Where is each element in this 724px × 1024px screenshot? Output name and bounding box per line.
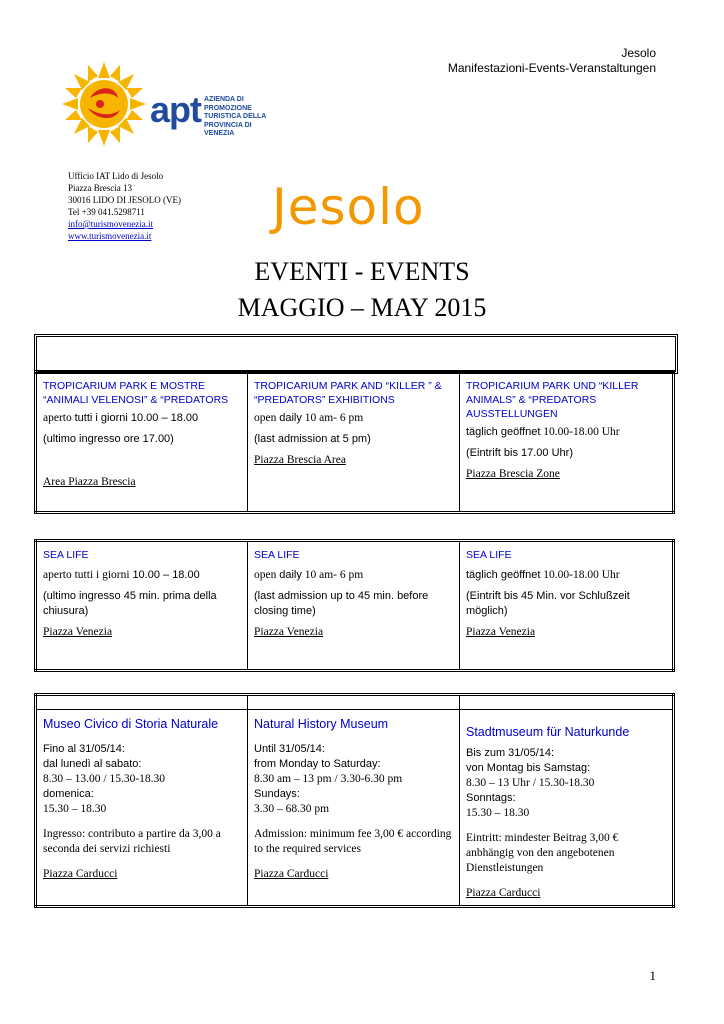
event-hours-sunday: 15.30 – 18.30 bbox=[43, 803, 107, 815]
hours-label: aperto bbox=[43, 412, 75, 424]
spacer-cell bbox=[248, 695, 460, 710]
event-hours bbox=[466, 425, 666, 440]
event-place: Piazza Venezia bbox=[43, 626, 113, 638]
hours-label: täglich geöffnet bbox=[466, 569, 541, 581]
apt-agency-line2: TURISTICA DELLA bbox=[204, 113, 267, 120]
hours-label: open bbox=[254, 569, 280, 581]
event-note: (ultimo ingresso 45 min. prima della chiusura) bbox=[43, 590, 217, 617]
event-title: SEA LIFE bbox=[254, 549, 300, 561]
event-days-sunday: Sonntags: bbox=[466, 792, 516, 804]
hours-value: 10 am- 6 pm bbox=[301, 412, 364, 424]
event-period: Fino al 31/05/14: bbox=[43, 743, 125, 755]
event-period: Bis zum 31/05/14: bbox=[466, 747, 555, 759]
apt-agency-line1: AZIENDA DI PROMOZIONE bbox=[204, 96, 252, 112]
hours-value: 10.00-18.00 Uhr bbox=[540, 426, 620, 438]
event-hours-sunday: 3.30 – 68.30 pm bbox=[254, 803, 330, 815]
event-place: Piazza Brescia Area bbox=[254, 454, 346, 466]
office-city: 30016 LIDO DI JESOLO (VE) bbox=[68, 195, 181, 205]
event-admission: Eintritt: mindester Beitrag 3,00 € anbhängig von den angebotenen Dienstleistungen bbox=[466, 832, 619, 874]
event-note: (ultimo ingresso ore 17.00) bbox=[43, 433, 174, 445]
event-hours: 8.30 – 13.00 / 15.30-18.30 bbox=[43, 773, 166, 785]
event-hours bbox=[254, 411, 453, 426]
office-email-link[interactable]: info@turismovenezia.it bbox=[68, 219, 154, 229]
jesolo-wordmark: Jesolo bbox=[272, 178, 425, 236]
table-row bbox=[36, 372, 674, 513]
event-hours: 8.30 – 13 Uhr / 15.30-18.30 bbox=[466, 777, 595, 789]
hours-label: aperto tutti i giorni bbox=[43, 569, 133, 581]
event-period: Until 31/05/14: bbox=[254, 743, 325, 755]
hours-value: tutti i giorni 10.00 – 18.00 bbox=[74, 412, 199, 424]
apt-logo bbox=[62, 60, 282, 152]
event-admission: Admission: minimum fee 3,00 € according to the required services bbox=[254, 828, 452, 855]
event-place: Piazza Carducci bbox=[466, 887, 541, 899]
table-row bbox=[36, 541, 674, 671]
event-hours: 8.30 am – 13 pm / 3.30-6.30 pm bbox=[254, 773, 403, 785]
event-days: from Monday to Saturday: bbox=[254, 758, 381, 770]
table-row bbox=[36, 710, 674, 907]
event-hours-sunday: 15.30 – 18.30 bbox=[466, 807, 530, 819]
apt-brand-text: apt bbox=[150, 89, 201, 130]
hours-value: 10.00-18.00 Uhr bbox=[540, 569, 620, 581]
event-note: (last admission at 5 pm) bbox=[254, 433, 371, 445]
event-title: Museo Civico di Storia Naturale bbox=[43, 717, 219, 731]
event-table-tropicarium bbox=[34, 370, 675, 514]
hours-value: 10.00 – 18.00 bbox=[132, 569, 200, 581]
spacer-cell bbox=[36, 695, 248, 710]
event-days: von Montag bis Samstag: bbox=[466, 762, 591, 774]
event-hours bbox=[43, 411, 241, 426]
event-place: Piazza Venezia bbox=[466, 626, 536, 638]
event-cell-en bbox=[248, 372, 460, 513]
hours-label: open bbox=[254, 412, 280, 424]
hours-days: daily bbox=[279, 412, 302, 424]
event-place: Piazza Carducci bbox=[43, 868, 118, 880]
page-title: EVENTI - EVENTS bbox=[254, 257, 470, 286]
office-tel: Tel +39 041.5298711 bbox=[68, 207, 145, 217]
event-title: Natural History Museum bbox=[254, 717, 389, 731]
event-cell-de bbox=[460, 710, 674, 907]
event-cell-de bbox=[460, 541, 674, 671]
event-title: Stadtmuseum für Naturkunde bbox=[466, 725, 630, 739]
office-address bbox=[68, 170, 181, 242]
header-location: Jesolo bbox=[621, 46, 656, 60]
event-place: Piazza Carducci bbox=[254, 868, 329, 880]
office-street: Piazza Brescia 13 bbox=[68, 183, 132, 193]
event-admission: Ingresso: contributo a partire da 3,00 a seconda dei servizi richiesti bbox=[43, 828, 221, 855]
page-number: 1 bbox=[649, 968, 656, 983]
empty-frame bbox=[34, 334, 678, 374]
event-table-sealife bbox=[34, 539, 675, 672]
document-header bbox=[448, 46, 656, 76]
spacer-cell bbox=[460, 695, 674, 710]
event-hours bbox=[466, 568, 666, 583]
event-days-sunday: domenica: bbox=[43, 788, 94, 800]
header-subtitle: Manifestazioni-Events-Veranstaltungen bbox=[447, 61, 656, 75]
event-note: (last admission up to 45 min. before closing time) bbox=[254, 590, 429, 617]
event-hours bbox=[254, 568, 453, 583]
apt-agency-line3: PROVINCIA DI VENEZIA bbox=[204, 121, 252, 137]
hours-label: täglich geöffnet bbox=[466, 426, 541, 438]
office-web-link[interactable]: www.turismovenezia.it bbox=[68, 231, 152, 241]
hours-days: daily bbox=[279, 569, 302, 581]
event-note: (Eintrift bis 17.00 Uhr) bbox=[466, 447, 573, 459]
event-title: TROPICARIUM PARK AND “KILLER ” & “PREDATORS” EXHIBITIONS bbox=[254, 380, 442, 406]
event-place: Area Piazza Brescia bbox=[43, 476, 136, 488]
office-name: Ufficio IAT Lido di Jesolo bbox=[68, 171, 164, 181]
event-table-museum bbox=[34, 693, 675, 908]
event-title: TROPICARIUM PARK UND “KILLER ANIMALS” & “PREDATORS AUSSTELLUNGEN bbox=[466, 380, 639, 420]
event-cell-en bbox=[248, 541, 460, 671]
event-days: dal lunedì al sabato: bbox=[43, 758, 142, 770]
event-hours bbox=[43, 568, 241, 583]
event-cell-it bbox=[36, 372, 248, 513]
page-subtitle: MAGGIO – MAY 2015 bbox=[237, 293, 487, 322]
event-note: (Eintrift bis 45 Min. vor Schlußzeit möglich) bbox=[466, 590, 630, 617]
event-cell-en bbox=[248, 710, 460, 907]
hours-value: 10 am- 6 pm bbox=[301, 569, 364, 581]
event-cell-de bbox=[460, 372, 674, 513]
event-cell-it bbox=[36, 541, 248, 671]
table-row-spacer bbox=[36, 695, 674, 710]
event-title: SEA LIFE bbox=[466, 549, 512, 561]
event-title: SEA LIFE bbox=[43, 549, 89, 561]
apt-agency-name bbox=[204, 96, 282, 139]
event-place: Piazza Venezia bbox=[254, 626, 324, 638]
event-place: Piazza Brescia Zone bbox=[466, 468, 560, 480]
event-days-sunday: Sundays: bbox=[254, 788, 300, 800]
event-cell-it bbox=[36, 710, 248, 907]
event-title: TROPICARIUM PARK E MOSTRE “ANIMALI VELENOSI” & “PREDATORS bbox=[43, 380, 229, 406]
